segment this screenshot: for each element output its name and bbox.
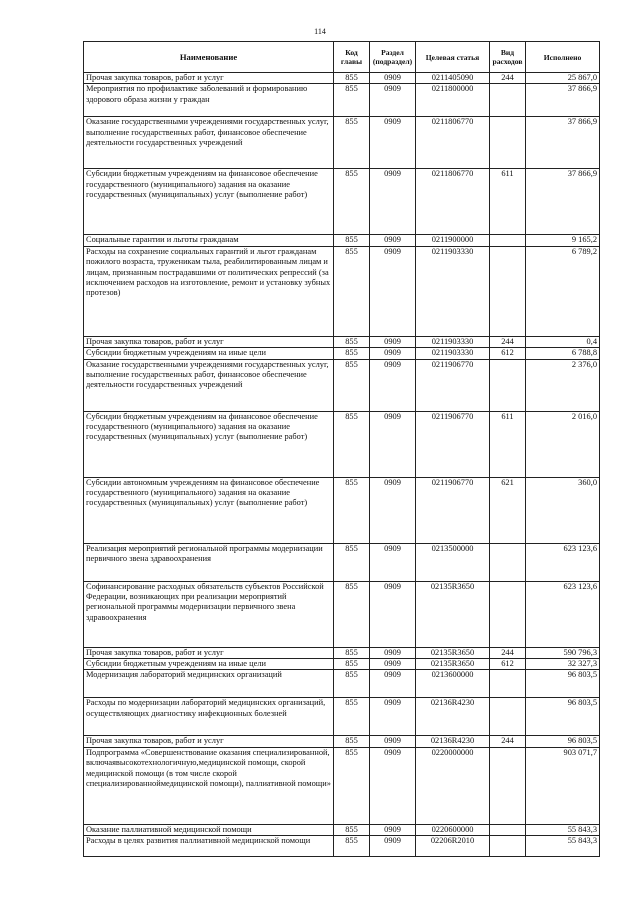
row-chapter: 855 [334, 736, 370, 747]
header-chapter: Код главы [334, 42, 370, 73]
row-amount: 9 165,2 [526, 235, 600, 246]
row-chapter: 855 [334, 336, 370, 347]
row-target: 0211806770 [416, 169, 490, 235]
row-name: Подпрограмма «Совершенствование оказания специализированной, включаявысокотехнологичную,медицинской помощи, скорой медицинской помощи (в том числе скорой специализированноймедицинской помощи), паллиативной помощи» [84, 747, 334, 824]
table-row [84, 84, 600, 117]
row-type [490, 836, 526, 857]
row-type: 612 [490, 348, 526, 359]
row-amount: 55 843,3 [526, 836, 600, 857]
table-row [84, 581, 600, 647]
table-row [84, 477, 600, 543]
row-section: 0909 [370, 836, 416, 857]
row-chapter: 855 [334, 477, 370, 543]
row-chapter: 855 [334, 670, 370, 698]
row-name: Субсидии бюджетным учреждениям на финансовое обеспечение государственного (муниципального) задания на оказание государственных (муниципальных) услуг (выполнение работ) [84, 411, 334, 477]
row-target: 02206R2010 [416, 836, 490, 857]
row-amount: 32 327,3 [526, 659, 600, 670]
row-chapter: 855 [334, 235, 370, 246]
row-section: 0909 [370, 336, 416, 347]
row-section: 0909 [370, 659, 416, 670]
row-type [490, 824, 526, 835]
row-name: Субсидии бюджетным учреждениям на иные цели [84, 348, 334, 359]
row-type [490, 246, 526, 336]
row-name: Софинансирование расходных обязательств субъектов Российской Федерации, возникающих при реализации мероприятий региональной программы модернизации первичного звена здравоохранения [84, 581, 334, 647]
table-row [84, 235, 600, 246]
table-body [84, 73, 600, 857]
row-target: 0211806770 [416, 117, 490, 169]
row-amount: 623 123,6 [526, 543, 600, 581]
row-chapter: 855 [334, 411, 370, 477]
row-section: 0909 [370, 169, 416, 235]
row-amount: 25 867,0 [526, 73, 600, 84]
row-type: 611 [490, 411, 526, 477]
row-target: 0211903330 [416, 246, 490, 336]
row-target: 0211405090 [416, 73, 490, 84]
row-amount: 96 803,5 [526, 736, 600, 747]
row-type: 244 [490, 647, 526, 658]
row-section: 0909 [370, 348, 416, 359]
row-section: 0909 [370, 698, 416, 736]
row-section: 0909 [370, 246, 416, 336]
budget-table [83, 41, 600, 857]
row-name: Прочая закупка товаров, работ и услуг [84, 736, 334, 747]
row-amount: 55 843,3 [526, 824, 600, 835]
row-chapter: 855 [334, 73, 370, 84]
row-chapter: 855 [334, 543, 370, 581]
table-row [84, 73, 600, 84]
row-chapter: 855 [334, 647, 370, 658]
row-amount: 0,4 [526, 336, 600, 347]
row-type [490, 543, 526, 581]
row-section: 0909 [370, 73, 416, 84]
row-target: 02135R3650 [416, 581, 490, 647]
row-type [490, 747, 526, 824]
row-chapter: 855 [334, 359, 370, 411]
row-section: 0909 [370, 736, 416, 747]
table-row [84, 659, 600, 670]
row-target: 0211906770 [416, 411, 490, 477]
row-type [490, 698, 526, 736]
row-chapter: 855 [334, 698, 370, 736]
row-name: Мероприятия по профилактике заболеваний и формированию здорового образа жизни у граждан [84, 84, 334, 117]
header-expense-type: Вид расходов [490, 42, 526, 73]
row-name: Оказание государственными учреждениями государственных услуг, выполнение государственных работ, финансовое обеспечение деятельности государственных учреждений [84, 117, 334, 169]
row-type [490, 84, 526, 117]
header-name: Наименование [84, 42, 334, 73]
row-chapter: 855 [334, 581, 370, 647]
row-section: 0909 [370, 359, 416, 411]
row-type: 612 [490, 659, 526, 670]
row-target: 0211800000 [416, 84, 490, 117]
table-row [84, 836, 600, 857]
table-row [84, 246, 600, 336]
row-target: 0211903330 [416, 336, 490, 347]
row-section: 0909 [370, 477, 416, 543]
row-target: 0220000000 [416, 747, 490, 824]
row-type [490, 670, 526, 698]
table-row [84, 670, 600, 698]
row-name: Социальные гарантии и льготы гражданам [84, 235, 334, 246]
row-section: 0909 [370, 581, 416, 647]
row-target: 02135R3650 [416, 659, 490, 670]
table-row [84, 411, 600, 477]
row-name: Субсидии автономным учреждениям на финансовое обеспечение государственного (муниципального) задания на оказание государственных (муниципальных) услуг (выполнение работ) [84, 477, 334, 543]
header-section: Раздел (подраздел) [370, 42, 416, 73]
table-row [84, 824, 600, 835]
row-section: 0909 [370, 824, 416, 835]
row-amount: 6 789,2 [526, 246, 600, 336]
row-amount: 2 376,0 [526, 359, 600, 411]
row-target: 0213500000 [416, 543, 490, 581]
page-number: 114 [314, 27, 326, 36]
row-amount: 903 071,7 [526, 747, 600, 824]
table-row [84, 698, 600, 736]
row-target: 02135R3650 [416, 647, 490, 658]
table-row [84, 736, 600, 747]
row-section: 0909 [370, 670, 416, 698]
row-type: 611 [490, 169, 526, 235]
row-section: 0909 [370, 647, 416, 658]
row-section: 0909 [370, 411, 416, 477]
row-amount: 96 803,5 [526, 698, 600, 736]
row-chapter: 855 [334, 747, 370, 824]
row-name: Субсидии бюджетным учреждениям на иные цели [84, 659, 334, 670]
row-amount: 2 016,0 [526, 411, 600, 477]
row-amount: 6 788,8 [526, 348, 600, 359]
row-type [490, 359, 526, 411]
row-type: 244 [490, 336, 526, 347]
row-name: Расходы по модернизации лабораторий медицинских организаций, осуществляющих диагностику инфекционных болезней [84, 698, 334, 736]
row-type: 244 [490, 736, 526, 747]
table-row [84, 747, 600, 824]
header-target: Целевая статья [416, 42, 490, 73]
row-chapter: 855 [334, 348, 370, 359]
table-row [84, 543, 600, 581]
row-type: 244 [490, 73, 526, 84]
row-name: Прочая закупка товаров, работ и услуг [84, 73, 334, 84]
row-target: 02136R4230 [416, 698, 490, 736]
table-row [84, 169, 600, 235]
row-name: Реализация мероприятий региональной программы модернизации первичного звена здравоохранения [84, 543, 334, 581]
row-type [490, 581, 526, 647]
row-chapter: 855 [334, 169, 370, 235]
table-row [84, 359, 600, 411]
header-executed: Исполнено [526, 42, 600, 73]
row-target: 0211903330 [416, 348, 490, 359]
row-target: 0211900000 [416, 235, 490, 246]
row-target: 02136R4230 [416, 736, 490, 747]
row-chapter: 855 [334, 824, 370, 835]
table-header [84, 42, 600, 73]
row-target: 0213600000 [416, 670, 490, 698]
row-amount: 360,0 [526, 477, 600, 543]
row-amount: 37 866,9 [526, 169, 600, 235]
row-section: 0909 [370, 543, 416, 581]
table-row [84, 117, 600, 169]
row-name: Субсидии бюджетным учреждениям на финансовое обеспечение государственного (муниципального) задания на оказание государственных (муниципальных) услуг (выполнение работ) [84, 169, 334, 235]
row-name: Расходы в целях развития паллиативной медицинской помощи [84, 836, 334, 857]
row-name: Модернизация лабораторий медицинских организаций [84, 670, 334, 698]
row-name: Прочая закупка товаров, работ и услуг [84, 647, 334, 658]
row-amount: 623 123,6 [526, 581, 600, 647]
row-target: 0211906770 [416, 359, 490, 411]
row-target: 0220600000 [416, 824, 490, 835]
row-amount: 37 866,9 [526, 84, 600, 117]
row-name: Прочая закупка товаров, работ и услуг [84, 336, 334, 347]
row-chapter: 855 [334, 84, 370, 117]
row-target: 0211906770 [416, 477, 490, 543]
row-section: 0909 [370, 84, 416, 117]
row-section: 0909 [370, 235, 416, 246]
row-section: 0909 [370, 747, 416, 824]
row-chapter: 855 [334, 659, 370, 670]
row-chapter: 855 [334, 246, 370, 336]
table-row [84, 336, 600, 347]
row-name: Оказание государственными учреждениями государственных услуг, выполнение государственных работ, финансовое обеспечение деятельности государственных учреждений [84, 359, 334, 411]
row-amount: 96 803,5 [526, 670, 600, 698]
row-section: 0909 [370, 117, 416, 169]
row-chapter: 855 [334, 836, 370, 857]
row-type [490, 235, 526, 246]
table-row [84, 647, 600, 658]
row-type [490, 117, 526, 169]
row-amount: 590 796,3 [526, 647, 600, 658]
row-name: Оказание паллиативной медицинской помощи [84, 824, 334, 835]
row-chapter: 855 [334, 117, 370, 169]
row-amount: 37 866,9 [526, 117, 600, 169]
row-type: 621 [490, 477, 526, 543]
table-row [84, 348, 600, 359]
row-name: Расходы на сохранение социальных гарантий и льгот гражданам пожилого возраста, труженикам тыла, реабилитированным лицам и лицам, признанным пострадавшими от политических репрессий (за исключением расходов на изготовление, ремонт и установку зубных протезов) [84, 246, 334, 336]
